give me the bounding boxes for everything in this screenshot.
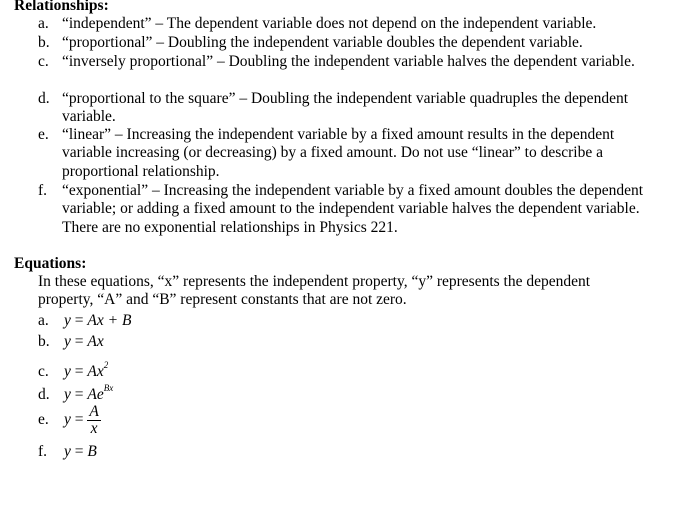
relationships-heading: Relationships: [14, 0, 109, 14]
equation-exponent: 2 [103, 360, 109, 370]
relationship-item-c [38, 53, 658, 71]
equation-lhs: y [64, 386, 71, 403]
item-text: “proportional” – Doubling the independent variable doubles the dependent variable. [62, 34, 583, 51]
equation-lhs: y [64, 411, 71, 429]
fraction-denominator: x [90, 420, 98, 437]
item-text: “independent” – The dependent variable does not depend on the independent variable. [62, 15, 597, 32]
item-label: b. [38, 34, 50, 51]
item-label: e. [38, 126, 49, 143]
equation-c: c. $y = Ax^2$ [38, 360, 109, 380]
item-text: “exponential” – Increasing the independent variable by a fixed amount doubles the dependent variable; or adding a fixed amount to the independent variable halves the dependent variable. There are no exponential relationships in Physics 221. [62, 182, 644, 236]
item-text: “inversely proportional” – Doubling the independent variable halves the dependent variable. [62, 53, 635, 70]
item-label: f. [38, 182, 48, 199]
equation-b: b. y = Ax [38, 333, 104, 350]
equation-e: e. y = $\frac{A}{x}$ [38, 403, 99, 437]
equation-rhs: Ax + B [87, 312, 132, 329]
equation-rhs: B [87, 443, 97, 460]
fraction-numerator: A [89, 403, 99, 420]
item-text: “linear” – Increasing the independent variable by a fixed amount results in the dependent variable increasing (or decreasing) by a fixed amount. Do not use “linear” to describe a proportional relationship. [62, 126, 615, 180]
equation-label: f. [38, 443, 48, 460]
equations-intro: In these equations, “x” represents the independent property, “y” represents the dependent property, “A” and “B” represent constants that are not zero. [38, 273, 591, 309]
relationship-item-f [38, 182, 658, 237]
relationship-item-d [38, 90, 658, 127]
relationship-item-e [38, 126, 658, 181]
equation-label: a. [38, 312, 49, 329]
equation-f: f. y = B [38, 443, 97, 460]
equation-label: b. [38, 333, 50, 350]
equation-lhs: y [64, 443, 71, 460]
item-label: a. [38, 15, 49, 32]
equations-heading: Equations: [14, 255, 87, 272]
equation-label: e. [38, 411, 49, 429]
relationship-item-b [38, 34, 658, 52]
item-text: “proportional to the square” – Doubling the independent variable quadruples the dependent variable. [62, 90, 628, 126]
item-label: d. [38, 90, 50, 107]
equation-lhs: y [64, 333, 71, 350]
equation-d: d. $y = Ae^{Bx}$ [38, 383, 114, 403]
equation-rhs: Ax [87, 333, 104, 350]
equation-label: d. [38, 386, 50, 403]
equation-rhs: Ae [87, 386, 104, 403]
relationship-item-a [38, 15, 658, 33]
equation-exponent: Bx [103, 383, 114, 393]
equation-fraction [87, 404, 100, 437]
equation-rhs: Ax [87, 363, 104, 380]
equation-lhs: y [64, 312, 71, 329]
equation-lhs: y [64, 363, 71, 380]
equation-label: c. [38, 363, 49, 380]
equation-a: a. y = Ax + B [38, 312, 132, 329]
item-label: c. [38, 53, 49, 70]
